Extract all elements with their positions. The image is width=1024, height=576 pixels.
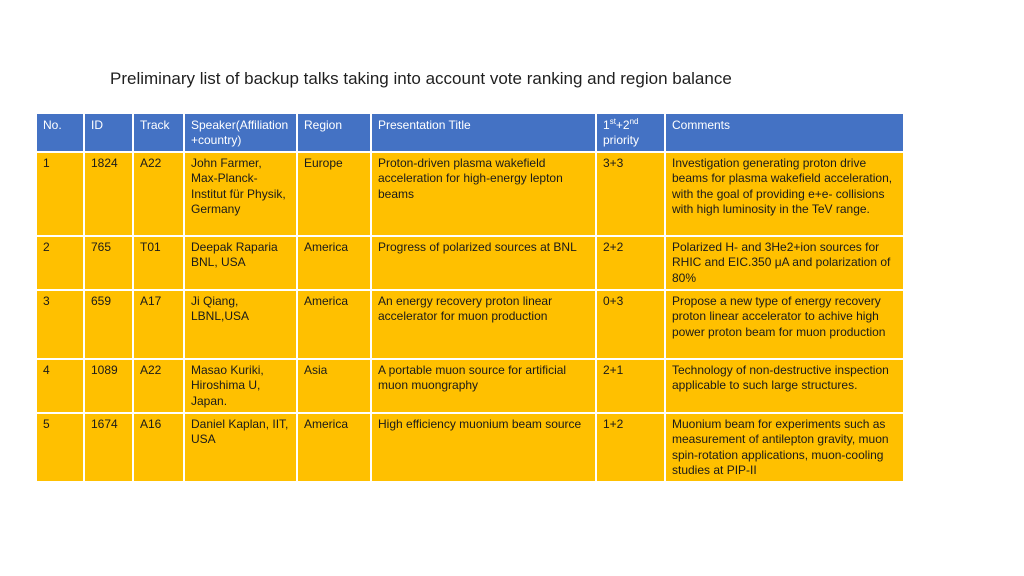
cell-region: America — [297, 236, 371, 290]
header-title: Presentation Title — [371, 113, 596, 152]
priority-word: priority — [603, 133, 640, 148]
header-comments: Comments — [665, 113, 904, 152]
cell-track: T01 — [133, 236, 184, 290]
table-row — [36, 290, 904, 359]
cell-title: Proton-driven plasma wakefield acceleration for high-energy lepton beams — [371, 152, 596, 236]
cell-speaker: Daniel Kaplan, IIT, USA — [184, 413, 297, 482]
cell-region: America — [297, 290, 371, 359]
cell-title: High efficiency muonium beam source — [371, 413, 596, 482]
cell-id: 1674 — [84, 413, 133, 482]
cell-region: Europe — [297, 152, 371, 236]
cell-track: A22 — [133, 359, 184, 413]
cell-comments: Investigation generating proton drive beams for plasma wakefield acceleration, with the goal of providing e+e- collisions with high luminosity in the TeV range. — [665, 152, 904, 236]
cell-speaker: Ji Qiang, LBNL,USA — [184, 290, 297, 359]
cell-no: 1 — [36, 152, 84, 236]
cell-track: A17 — [133, 290, 184, 359]
cell-priority: 0+3 — [596, 290, 665, 359]
cell-comments: Technology of non-destructive inspection applicable to such large structures. — [665, 359, 904, 413]
table-row — [36, 152, 904, 236]
cell-no: 5 — [36, 413, 84, 482]
cell-title: Progress of polarized sources at BNL — [371, 236, 596, 290]
cell-id: 765 — [84, 236, 133, 290]
priority-first-suffix: st — [609, 117, 616, 126]
table-row — [36, 359, 904, 413]
header-row — [36, 113, 904, 152]
header-no: No. — [36, 113, 84, 152]
cell-id: 1089 — [84, 359, 133, 413]
header-track: Track — [133, 113, 184, 152]
priority-plus: +2 — [615, 118, 630, 132]
cell-speaker: John Farmer, Max-Planck-Institut für Physik, Germany — [184, 152, 297, 236]
cell-priority: 1+2 — [596, 413, 665, 482]
cell-priority: 2+1 — [596, 359, 665, 413]
cell-no: 4 — [36, 359, 84, 413]
cell-comments: Propose a new type of energy recovery proton linear accelerator to achive high power proton beam for muon production — [665, 290, 904, 359]
cell-region: Asia — [297, 359, 371, 413]
cell-comments: Muonium beam for experiments such as measurement of antilepton gravity, muon spin-rotation applications, muon-cooling studies at PIP-II — [665, 413, 904, 482]
cell-track: A22 — [133, 152, 184, 236]
cell-speaker: Masao Kuriki, Hiroshima U, Japan. — [184, 359, 297, 413]
page-title: Preliminary list of backup talks taking into account vote ranking and region balance — [110, 69, 732, 88]
table-row — [36, 413, 904, 482]
header-priority — [596, 113, 665, 152]
talks-table — [35, 112, 905, 483]
cell-priority: 2+2 — [596, 236, 665, 290]
cell-priority: 3+3 — [596, 152, 665, 236]
cell-id: 659 — [84, 290, 133, 359]
cell-comments: Polarized H- and 3He2+ion sources for RHIC and EIC.350 μA and polarization of 80% — [665, 236, 904, 290]
cell-no: 3 — [36, 290, 84, 359]
cell-speaker: Deepak Raparia BNL, USA — [184, 236, 297, 290]
header-speaker: Speaker(Affiliation +country) — [184, 113, 297, 152]
cell-track: A16 — [133, 413, 184, 482]
table-row — [36, 236, 904, 290]
cell-region: America — [297, 413, 371, 482]
header-region: Region — [297, 113, 371, 152]
cell-title: A portable muon source for artificial muon muongraphy — [371, 359, 596, 413]
header-id: ID — [84, 113, 133, 152]
cell-id: 1824 — [84, 152, 133, 236]
priority-first: 1 — [603, 118, 610, 132]
cell-title: An energy recovery proton linear accelerator for muon production — [371, 290, 596, 359]
priority-second-suffix: nd — [629, 117, 639, 126]
cell-no: 2 — [36, 236, 84, 290]
